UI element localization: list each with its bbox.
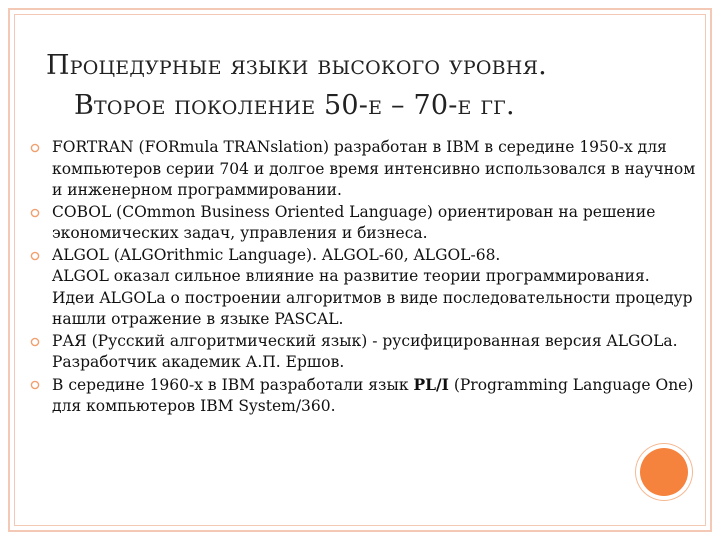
slide-title-line2: Второе поколение 50-е – 70-е гг. xyxy=(74,90,515,121)
list-item-text: FORTRAN (FORmula TRANslation) разработан в IBM в середине 1950-х для компьютеров серии 704 и долгое время интенсивно использовался в научном и инженерном программировании. xyxy=(52,138,696,199)
list-item-text xyxy=(52,374,696,418)
list-item-text: COBOL (COmmon Business Oriented Language) ориентирован на решение экономических задач, управления и бизнеса. xyxy=(52,202,656,242)
list-item-text: ALGOL оказал сильное влияние на развитие теории программирования. Идеи ALGOLа о построении алгоритмов в виде последовательности процедур нашли отражение в языке PASCAL. xyxy=(52,267,693,328)
list-item-pl1 xyxy=(26,374,696,418)
list-item-fortran xyxy=(26,137,696,202)
hollow-circle-bullet-icon xyxy=(30,143,40,153)
hollow-circle-bullet-icon xyxy=(30,208,40,218)
bullet-list xyxy=(26,137,696,418)
hollow-circle-bullet-icon xyxy=(30,337,40,347)
list-item-text: РАЯ (Русский алгоритмический язык) - русифицированная версия ALGOLа. xyxy=(52,331,678,350)
slide-title xyxy=(46,46,686,126)
list-item-bold-term: PL/I xyxy=(413,374,449,394)
list-item-cobol xyxy=(26,202,696,245)
list-item-text-after: (Programming Language One) для компьютеров IBM System/360. xyxy=(52,375,694,415)
list-item-text-before: В середине 1960-х в IBM разработали язык xyxy=(52,375,414,394)
slide-title-line1: Процедурные языки высокого уровня. xyxy=(46,50,547,81)
hollow-circle-bullet-icon xyxy=(30,380,40,390)
decorative-orange-circle xyxy=(640,448,688,496)
list-item-algol xyxy=(26,245,696,331)
hollow-circle-bullet-icon xyxy=(30,251,40,261)
list-item-text: ALGOL (ALGOrithmic Language). ALGOL-60, ALGOL-68. xyxy=(52,245,501,264)
list-item-raya xyxy=(26,331,696,374)
list-item-text: Разработчик академик А.П. Ершов. xyxy=(52,353,345,371)
